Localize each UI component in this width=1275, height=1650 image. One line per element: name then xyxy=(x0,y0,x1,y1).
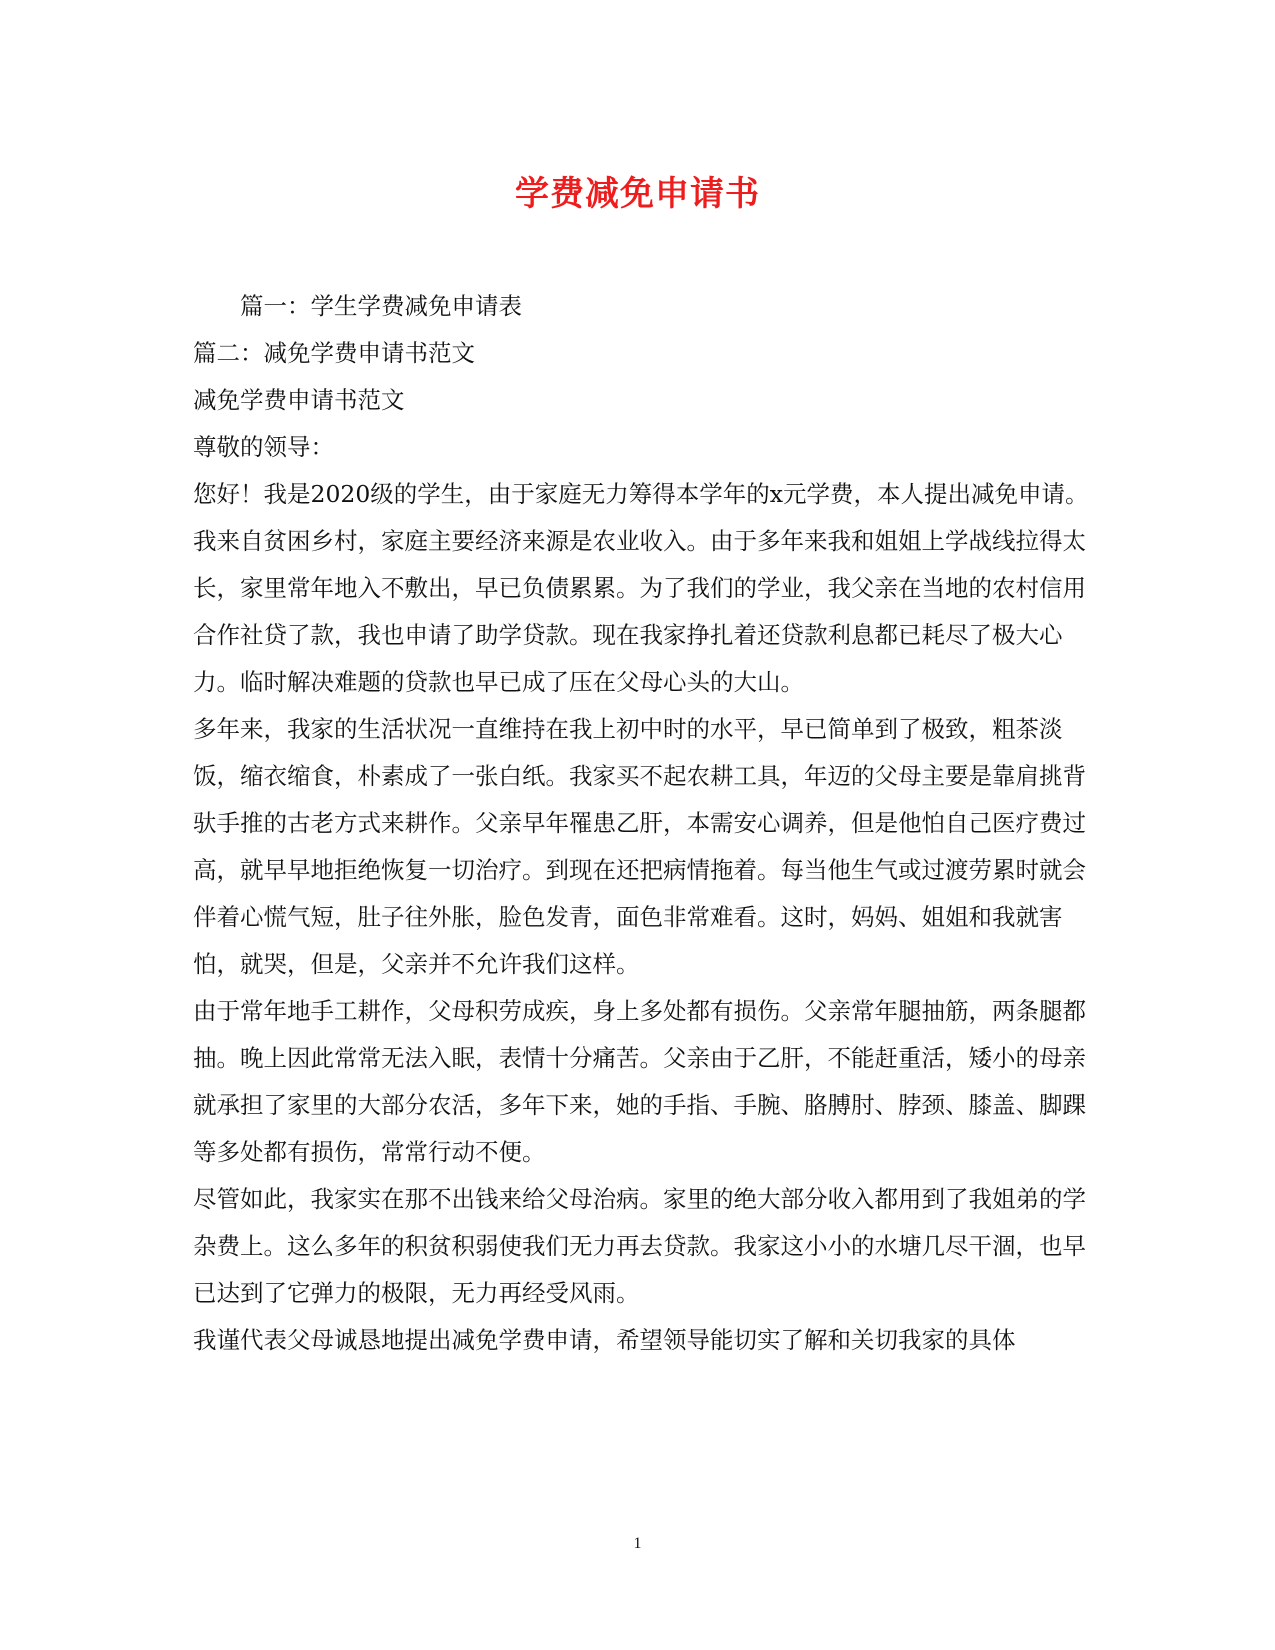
paragraph-salutation: 尊敬的领导： xyxy=(193,433,334,461)
paragraph-living-conditions: 多年来，我家的生活状况一直维持在我上初中时的水平，早已简单到了极致，粗茶淡饭，缩衣缩食，朴素成了一张白纸。我家买不起农耕工具，年迈的父母主要是靠肩挑背驮手推的古老方式来耕作。父亲早年罹患乙肝，本需安心调养，但是他怕自己医疗费过高，就早早地拒绝恢复一切治疗。到现在还把病情拖着。每当他生气或过渡劳累时就会伴着心慌气短，肚子往外胀，脸色发青，面色非常难看。这时，妈妈、姐姐和我就害怕，就哭，但是，父亲并不允许我们这样。 xyxy=(193,715,1086,978)
paragraph-section-one: 篇一：学生学费减免申请表 xyxy=(240,292,522,320)
document-body xyxy=(193,283,1093,1364)
paragraph-family-background: 我来自贫困乡村，家庭主要经济来源是农业收入。由于多年来我和姐姐上学战线拉得太长，家里常年地入不敷出，早已负债累累。为了我们的学业，我父亲在当地的农村信用合作社贷了款，我也申请了助学贷款。现在我家挣扎着还贷款利息都已耗尽了极大心力。临时解决难题的贷款也早已成了压在父母心头的大山。 xyxy=(193,527,1086,696)
paragraph-section-two: 篇二：减免学费申请书范文 xyxy=(193,339,475,367)
paragraph-request: 我谨代表父母诚恳地提出减免学费申请，希望领导能切实了解和关切我家的具体 xyxy=(193,1326,1016,1354)
paragraph-greeting: 您好！我是2020级的学生，由于家庭无力筹得本学年的x元学费，本人提出减免申请。 xyxy=(193,480,1089,508)
paragraph-parents-health: 由于常年地手工耕作，父母积劳成疾，身上多处都有损伤。父亲常年腿抽筋，两条腿都抽。晚上因此常常无法入眠，表情十分痛苦。父亲由于乙肝，不能赶重活，矮小的母亲就承担了家里的大部分农活，多年下来，她的手指、手腕、胳膊肘、脖颈、膝盖、脚踝等多处都有损伤，常常行动不便。 xyxy=(193,997,1086,1166)
page-number: 1 xyxy=(633,1535,642,1552)
paragraph-subtitle: 减免学费申请书范文 xyxy=(193,386,405,414)
document-title: 学费减免申请书 xyxy=(515,174,760,214)
paragraph-financial-hardship: 尽管如此，我家实在那不出钱来给父母治病。家里的绝大部分收入都用到了我姐弟的学杂费上。这么多年的积贫积弱使我们无力再去贷款。我家这小小的水塘几尽干涸，也早已达到了它弹力的极限，无力再经受风雨。 xyxy=(193,1185,1086,1307)
